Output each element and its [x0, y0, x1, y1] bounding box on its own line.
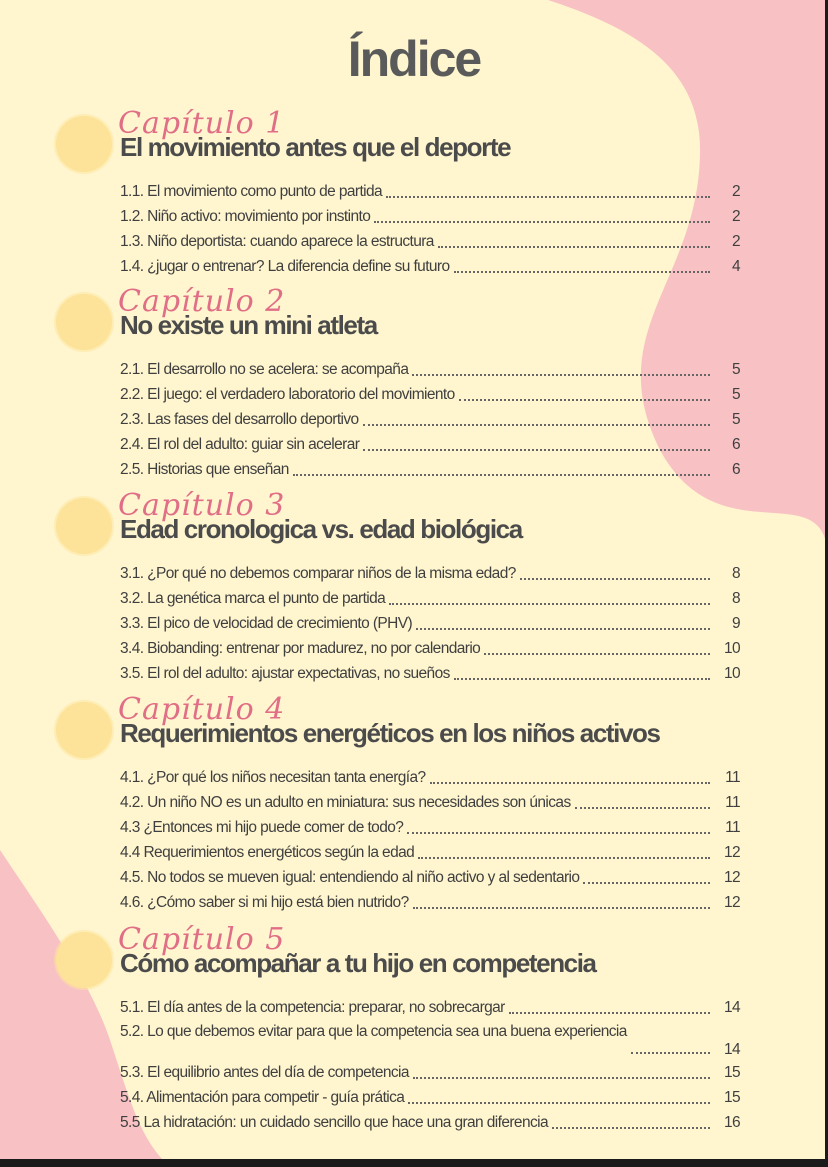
chapter-label: Capítulo 5	[118, 922, 286, 957]
dot-leader	[389, 603, 710, 605]
toc-entry-title: 3.2. La genética marca el punto de partida	[120, 590, 386, 607]
toc-entry-page: 11	[725, 794, 740, 811]
toc-entry[interactable]	[120, 458, 740, 483]
toc-entry-title: 1.2. Niño activo: movimiento por instinto	[120, 208, 371, 225]
dot-leader	[459, 399, 710, 401]
toc-entry[interactable]	[120, 205, 740, 230]
toc-entry[interactable]	[120, 866, 740, 891]
toc-entry-title: 4.4 Requerimientos energéticos según la edad	[120, 844, 415, 861]
dot-leader	[363, 449, 710, 451]
chapter-heading: Edad cronologica vs. edad biológica	[120, 514, 522, 544]
toc-entry-title: 3.1. ¿Por qué no debemos comparar niños de la misma edad?	[120, 565, 516, 582]
chapter-label: Capítulo 1	[118, 106, 286, 141]
toc-entry-title: 1.4. ¿jugar o entrenar? La diferencia define su futuro	[120, 258, 450, 275]
toc-entry-page: 5	[731, 361, 740, 378]
toc-entry-page: 14	[723, 999, 740, 1016]
chapter-label: Capítulo 2	[118, 284, 286, 319]
toc-entry-page: 5	[731, 386, 740, 403]
chapter-circle-icon	[56, 702, 112, 758]
dot-leader	[575, 807, 710, 809]
toc-entry-title: 1.1. El movimiento como punto de partida	[120, 183, 383, 200]
dot-leader	[430, 782, 710, 784]
frame-border-bottom	[0, 1159, 828, 1167]
toc-entry-title: 2.5. Historias que enseñan	[120, 461, 289, 478]
dot-leader	[418, 857, 710, 859]
toc-entry-title: 5.2. Lo que debemos evitar para que la competencia sea una buena experiencia	[120, 1023, 627, 1040]
chapter-circle-icon	[56, 498, 112, 554]
toc-entry[interactable]	[120, 816, 740, 841]
toc-entry-page: 2	[731, 233, 740, 250]
toc-entry-page: 16	[723, 1114, 740, 1131]
chapter-entries	[120, 358, 740, 483]
dot-leader	[407, 832, 710, 834]
dot-leader	[509, 1012, 710, 1014]
toc-entry-page: 6	[731, 436, 740, 453]
toc-entry[interactable]	[120, 637, 740, 662]
dot-leader	[484, 653, 710, 655]
toc-entry-title: 4.3 ¿Entonces mi hijo puede comer de todo?	[120, 819, 404, 836]
toc-entry-title: 4.1. ¿Por qué los niños necesitan tanta energía?	[120, 769, 426, 786]
dot-leader	[413, 907, 710, 909]
toc-entry-title: 5.4. Alimentación para competir - guía prática	[120, 1089, 405, 1106]
dot-leader	[363, 424, 710, 426]
toc-entry[interactable]	[120, 1021, 740, 1061]
toc-entry[interactable]	[120, 383, 740, 408]
dot-leader	[408, 1102, 710, 1104]
dot-leader	[583, 882, 710, 884]
toc-entry-page: 11	[725, 819, 740, 836]
toc-entry[interactable]	[120, 358, 740, 383]
chapter-label: Capítulo 3	[118, 488, 286, 523]
toc-entry-title: 2.1. El desarrollo no se acelera: se acompaña	[120, 361, 409, 378]
toc-entry-page: 10	[723, 665, 740, 682]
toc-entry[interactable]	[120, 180, 740, 205]
toc-entry[interactable]	[120, 408, 740, 433]
toc-entry-page: 8	[731, 590, 740, 607]
toc-entry-page: 2	[731, 183, 740, 200]
dot-leader	[454, 678, 710, 680]
chapter-entries	[120, 766, 740, 916]
toc-entry-title: 5.1. El día antes de la competencia: preparar, no sobrecargar	[120, 999, 505, 1016]
toc-entry-title: 3.3. El pico de velocidad de crecimiento (PHV)	[120, 615, 413, 632]
toc-entry-title: 2.4. El rol del adulto: guiar sin acelerar	[120, 436, 360, 453]
chapter-entries	[120, 562, 740, 687]
toc-entry-page: 8	[731, 565, 740, 582]
toc-entry[interactable]	[120, 433, 740, 458]
chapter-label: Capítulo 4	[118, 692, 286, 727]
dot-leader	[552, 1127, 710, 1129]
toc-entry-page: 9	[731, 615, 740, 632]
toc-entry-title: 5.5 La hidratación: un cuidado sencillo que hace una gran diferencia	[120, 1114, 548, 1131]
dot-leader	[293, 474, 710, 476]
toc-entry[interactable]	[120, 255, 740, 280]
toc-entry[interactable]	[120, 841, 740, 866]
toc-entry-page: 15	[723, 1089, 740, 1106]
chapter-entries	[120, 180, 740, 280]
toc-entry-title: 3.4. Biobanding: entrenar por madurez, no por calendario	[120, 640, 481, 657]
dot-leader	[631, 1052, 710, 1054]
toc-entry[interactable]	[120, 587, 740, 612]
toc-entry-page: 14	[723, 1041, 740, 1058]
dot-leader	[438, 246, 710, 248]
chapter-heading: El movimiento antes que el deporte	[120, 132, 511, 162]
toc-entry[interactable]	[120, 1086, 740, 1111]
toc-entry[interactable]	[120, 662, 740, 687]
toc-entry-title: 4.5. No todos se mueven igual: entendiendo al niño activo y al sedentario	[120, 869, 580, 886]
dot-leader	[520, 578, 710, 580]
chapter-circle-icon	[56, 294, 112, 350]
toc-entry[interactable]	[120, 230, 740, 255]
toc-entry-title: 4.6. ¿Cómo saber si mi hijo está bien nutrido?	[120, 894, 409, 911]
dot-leader	[412, 374, 710, 376]
dot-leader	[416, 628, 710, 630]
toc-entry[interactable]	[120, 1111, 740, 1136]
toc-entry[interactable]	[120, 996, 740, 1021]
toc-entry-title: 4.2. Un niño NO es un adulto en miniatura: sus necesidades son únicas	[120, 794, 571, 811]
chapter-heading: Cómo acompañar a tu hijo en competencia	[120, 948, 596, 978]
toc-entry[interactable]	[120, 562, 740, 587]
toc-entry-page: 12	[723, 844, 740, 861]
toc-entry-page: 4	[731, 258, 740, 275]
toc-entry-page: 12	[723, 869, 740, 886]
toc-entry-title: 5.3. El equilibrio antes del día de competencia	[120, 1064, 409, 1081]
chapter-heading: No existe un mini atleta	[120, 310, 377, 340]
chapter-circle-icon	[56, 932, 112, 988]
toc-entry-page: 11	[725, 769, 740, 786]
toc-entry-page: 5	[731, 411, 740, 428]
dot-leader	[413, 1077, 710, 1079]
chapter-circle-icon	[56, 116, 112, 172]
toc-entry[interactable]	[120, 891, 740, 916]
page-title: Índice	[347, 31, 481, 87]
toc-entry[interactable]	[120, 791, 740, 816]
toc-entry-title: 2.3. Las fases del desarrollo deportivo	[120, 411, 359, 428]
toc-entry-page: 10	[723, 640, 740, 657]
toc-entry[interactable]	[120, 1061, 740, 1086]
toc-entry-title: 2.2. El juego: el verdadero laboratorio del movimiento	[120, 386, 455, 403]
toc-entry-title: 3.5. El rol del adulto: ajustar expectativas, no sueños	[120, 665, 450, 682]
toc-entry-page: 2	[731, 208, 740, 225]
dot-leader	[386, 196, 710, 198]
dot-leader	[454, 271, 711, 273]
toc-entry[interactable]	[120, 766, 740, 791]
toc-entry-title: 1.3. Niño deportista: cuando aparece la estructura	[120, 233, 434, 250]
toc-entry-page: 15	[723, 1064, 740, 1081]
chapter-heading: Requerimientos energéticos en los niños activos	[120, 718, 660, 748]
toc-entry[interactable]	[120, 612, 740, 637]
chapter-entries	[120, 996, 740, 1136]
dot-leader	[374, 221, 710, 223]
toc-entry-page: 6	[731, 461, 740, 478]
toc-entry-page: 12	[723, 894, 740, 911]
